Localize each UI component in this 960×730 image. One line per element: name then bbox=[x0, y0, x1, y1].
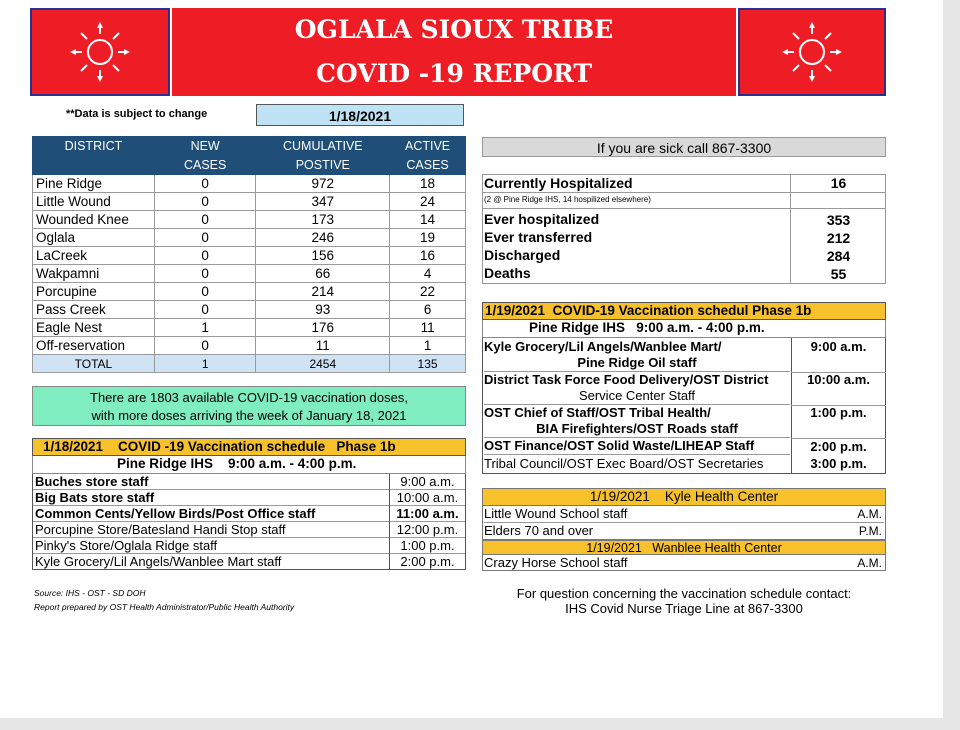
active-cases: 6 bbox=[390, 301, 466, 319]
new-cases: 0 bbox=[154, 193, 256, 211]
wanblee-center-heading: 1/19/2021 Wanblee Health Center bbox=[482, 540, 886, 555]
divider bbox=[482, 208, 886, 209]
header-district: DISTRICT bbox=[33, 137, 155, 156]
table-row bbox=[33, 229, 466, 247]
header-district-2 bbox=[33, 156, 155, 175]
list-item: District Task Force Food Delivery/OST District bbox=[484, 372, 769, 387]
list-item-time: A.M. bbox=[857, 556, 882, 570]
deaths-label: Deaths bbox=[484, 265, 531, 281]
contact-line-2: IHS Covid Nurse Triage Line at 867-3300 bbox=[565, 601, 803, 616]
ever-transferred-label: Ever transferred bbox=[484, 229, 593, 245]
district-name: Little Wound bbox=[33, 193, 155, 211]
list-item-time: 9:00 a.m. bbox=[390, 474, 465, 490]
district-name: Pine Ridge bbox=[33, 175, 155, 193]
new-cases: 0 bbox=[154, 301, 256, 319]
table-row bbox=[33, 265, 466, 283]
contact-note bbox=[482, 586, 886, 616]
active-cases: 11 bbox=[390, 319, 466, 337]
prepared-note: Report prepared by OST Health Administrator/Public Health Authority bbox=[34, 602, 295, 612]
district-name: Wounded Knee bbox=[33, 211, 155, 229]
active-cases: 18 bbox=[390, 175, 466, 193]
source-note: Source: IHS - OST - SD DOH bbox=[34, 588, 146, 598]
cumulative-positive: 66 bbox=[256, 265, 390, 283]
active-cases: 4 bbox=[390, 265, 466, 283]
report-title bbox=[172, 8, 736, 96]
new-cases: 0 bbox=[154, 211, 256, 229]
right-sun-emblem bbox=[738, 8, 886, 96]
total-row bbox=[33, 355, 466, 373]
header-active-2: CASES bbox=[390, 156, 466, 175]
schedule-0118-subheading: Pine Ridge IHS 9:00 a.m. - 4:00 p.m. bbox=[32, 456, 466, 474]
table-row bbox=[33, 337, 466, 355]
district-name: Off-reservation bbox=[33, 337, 155, 355]
cumulative-positive: 972 bbox=[256, 175, 390, 193]
sick-call-banner: If you are sick call 867-3300 bbox=[482, 137, 886, 157]
list-item: Buches store staff bbox=[33, 474, 389, 490]
list-item-time: 3:00 p.m. bbox=[810, 456, 867, 471]
hospitalized-note: (2 @ Pine Ridge IHS, 14 hospilized elsewhere) bbox=[484, 195, 651, 204]
ever-transferred-value: 212 bbox=[826, 230, 851, 246]
table-row bbox=[33, 301, 466, 319]
list-item-time: 1:00 p.m. bbox=[390, 538, 465, 554]
title-line-1: OGLALA SIOUX TRIBE bbox=[294, 15, 614, 44]
list-item-time: 1:00 p.m. bbox=[810, 405, 867, 420]
table-row bbox=[33, 247, 466, 265]
divider bbox=[482, 192, 886, 193]
district-header-row-2 bbox=[33, 156, 466, 175]
active-cases: 16 bbox=[390, 247, 466, 265]
district-name: Oglala bbox=[33, 229, 155, 247]
list-item-cont: Service Center Staff bbox=[484, 388, 790, 405]
table-row bbox=[33, 283, 466, 301]
total-active: 135 bbox=[390, 355, 466, 373]
list-item-time: 10:00 a.m. bbox=[390, 490, 465, 506]
vaccine-notice-line-2: with more doses arriving the week of January 18, 2021 bbox=[91, 408, 407, 423]
list-item-cont: Pine Ridge Oil staff bbox=[484, 355, 790, 372]
new-cases: 0 bbox=[154, 229, 256, 247]
list-item-time: 11:00 a.m. bbox=[390, 506, 465, 522]
schedule-0118-heading: 1/18/2021 COVID -19 Vaccination schedule Phase 1b bbox=[32, 438, 466, 456]
district-table bbox=[32, 136, 466, 373]
header-cumulative: CUMULATIVE bbox=[256, 137, 390, 156]
deaths-value: 55 bbox=[830, 266, 847, 282]
total-new: 1 bbox=[154, 355, 256, 373]
active-cases: 1 bbox=[390, 337, 466, 355]
vaccine-notice bbox=[32, 386, 466, 426]
schedule-0119-heading: 1/19/2021 COVID-19 Vaccination schedul Phase 1b bbox=[482, 302, 886, 320]
header-new: NEW bbox=[154, 137, 256, 156]
active-cases: 19 bbox=[390, 229, 466, 247]
list-item: Elders 70 and over bbox=[484, 523, 594, 538]
list-item-time: 9:00 a.m. bbox=[810, 339, 867, 354]
discharged-label: Discharged bbox=[484, 247, 561, 263]
new-cases: 0 bbox=[154, 337, 256, 355]
header-cumulative-2: POSTIVE bbox=[256, 156, 390, 175]
sun-star-icon bbox=[740, 10, 884, 94]
schedule-0119-subheading: Pine Ridge IHS 9:00 a.m. - 4:00 p.m. bbox=[482, 320, 886, 338]
district-name: Porcupine bbox=[33, 283, 155, 301]
cumulative-positive: 173 bbox=[256, 211, 390, 229]
list-item: Big Bats store staff bbox=[33, 490, 389, 506]
cumulative-positive: 347 bbox=[256, 193, 390, 211]
hospitalized-value: 16 bbox=[830, 175, 847, 191]
cumulative-positive: 176 bbox=[256, 319, 390, 337]
list-item-time: 10:00 a.m. bbox=[807, 372, 870, 387]
title-line-2: COVID -19 REPORT bbox=[316, 59, 592, 88]
disclaimer: **Data is subject to change bbox=[66, 108, 208, 120]
district-name: Eagle Nest bbox=[33, 319, 155, 337]
list-item: Little Wound School staff bbox=[484, 506, 884, 523]
list-item: Porcupine Store/Batesland Handi Stop staff bbox=[33, 522, 389, 538]
kyle-center-heading: 1/19/2021 Kyle Health Center bbox=[482, 488, 886, 506]
contact-line-1: For question concerning the vaccination schedule contact: bbox=[516, 586, 852, 601]
new-cases: 0 bbox=[154, 175, 256, 193]
district-name: Pass Creek bbox=[33, 301, 155, 319]
cumulative-positive: 156 bbox=[256, 247, 390, 265]
left-sun-emblem bbox=[30, 8, 170, 96]
district-name: Wakpamni bbox=[33, 265, 155, 283]
new-cases: 1 bbox=[154, 319, 256, 337]
cumulative-positive: 246 bbox=[256, 229, 390, 247]
list-item: OST Chief of Staff/OST Tribal Health/ bbox=[484, 405, 711, 420]
active-cases: 22 bbox=[390, 283, 466, 301]
header-active: ACTIVE bbox=[390, 137, 466, 156]
cumulative-positive: 214 bbox=[256, 283, 390, 301]
list-item: Pinky's Store/Oglala Ridge staff bbox=[33, 538, 389, 554]
new-cases: 0 bbox=[154, 247, 256, 265]
list-item-time: 2:00 p.m. bbox=[400, 554, 455, 569]
list-item: Kyle Grocery/Lil Angels/Wanblee Mart staff bbox=[35, 554, 282, 569]
list-item: Crazy Horse School staff bbox=[484, 555, 628, 570]
active-cases: 24 bbox=[390, 193, 466, 211]
hospitalized-label: Currently Hospitalized bbox=[484, 175, 633, 191]
list-item-time: P.M. bbox=[858, 524, 882, 538]
list-item-time: A.M. bbox=[857, 507, 882, 521]
header-new-2: CASES bbox=[154, 156, 256, 175]
new-cases: 0 bbox=[154, 283, 256, 301]
list-item-time: 12:00 p.m. bbox=[390, 522, 465, 538]
table-row bbox=[33, 175, 466, 193]
sun-star-icon bbox=[32, 10, 168, 94]
list-item: OST Finance/OST Solid Waste/LIHEAP Staff bbox=[484, 438, 790, 455]
district-name: LaCreek bbox=[33, 247, 155, 265]
list-item: Kyle Grocery/Lil Angels/Wanblee Mart/ bbox=[484, 339, 722, 354]
total-label: TOTAL bbox=[33, 355, 155, 373]
list-item: Tribal Council/OST Exec Board/OST Secretaries bbox=[484, 456, 764, 471]
list-item: Common Cents/Yellow Birds/Post Office staff bbox=[33, 506, 389, 522]
active-cases: 14 bbox=[390, 211, 466, 229]
report-date: 1/18/2021 bbox=[256, 104, 464, 126]
vaccine-notice-line-1: There are 1803 available COVID-19 vaccination doses, bbox=[90, 390, 408, 405]
table-row bbox=[33, 319, 466, 337]
ever-hospitalized-value: 353 bbox=[826, 212, 851, 228]
list-item-cont: BIA Firefighters/OST Roads staff bbox=[484, 421, 790, 438]
total-cumulative: 2454 bbox=[256, 355, 390, 373]
cumulative-positive: 11 bbox=[256, 337, 390, 355]
new-cases: 0 bbox=[154, 265, 256, 283]
ever-hospitalized-label: Ever hospitalized bbox=[484, 211, 600, 227]
district-header-row-1 bbox=[33, 137, 466, 156]
table-row bbox=[33, 193, 466, 211]
discharged-value: 284 bbox=[826, 248, 851, 264]
cumulative-positive: 93 bbox=[256, 301, 390, 319]
table-row bbox=[33, 211, 466, 229]
list-item-time: 2:00 p.m. bbox=[810, 439, 867, 454]
